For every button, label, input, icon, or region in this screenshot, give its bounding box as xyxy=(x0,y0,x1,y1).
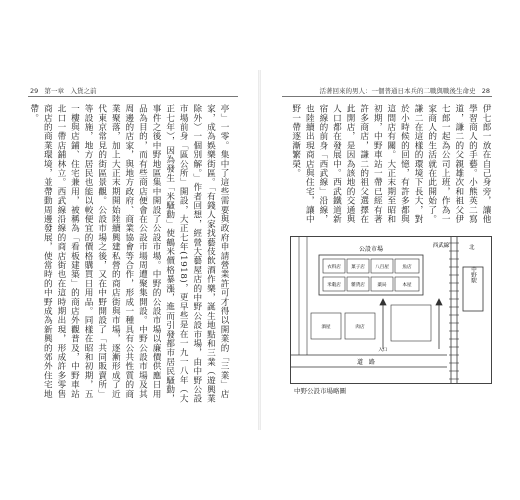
north-label: 北 xyxy=(469,245,475,251)
shop-b-label: 菓子店 xyxy=(351,265,365,270)
shop-d-label: 魚店 xyxy=(402,265,412,270)
shop-e-label: 米穀店 xyxy=(327,283,341,288)
left-page-number: 29 xyxy=(30,87,39,95)
shop-f-label: 雜貨店 xyxy=(351,283,365,288)
shop-j-label: 肉店 xyxy=(355,325,365,330)
map-caption: 中野公設市場略圖 xyxy=(294,387,346,395)
shop-a-label: 衣料店 xyxy=(327,265,341,270)
market-label: 公設市場 xyxy=(358,246,384,253)
shop-c-label: 八百屋 xyxy=(375,265,389,270)
shop-g-label: 薬局 xyxy=(377,283,387,288)
right-header-rule xyxy=(282,96,492,97)
left-header-rule xyxy=(28,96,238,97)
right-body-text: 伊七郎一放在自己身旁，讓他學習商人的手藝。小熊英二寫道，謙二的父親雄次和祖父伊七郎一起為公司上班，作為一家商人的生活就在此開始了。謙二在這樣的環境下長大，對於小時候的回憶，有許多都與這間店有關。大正末期至昭和初期，中野車站一帶已經有著許多商店，謙二的祖父選擇在此開店，是因為該地的交通與人口都在發展中。西武鐵道新宿線的前身「西武線」沿線，也陸續出現商店與住宅，讓中野一帶逐漸繁榮。 xyxy=(290,104,491,224)
road-label: 道 路 xyxy=(356,359,376,366)
market-map-figure xyxy=(291,237,491,383)
shop-i-label: 酒屋 xyxy=(321,325,331,330)
left-page-header xyxy=(30,86,96,95)
left-body-text: 亭」一零。集中了這些需要與政府申請營業許可才得以開業的「三業」店家，成為娛樂街區。「有錢人家找藝伎飲酒作樂，誕生地點和三業（遊興業除外）一個別解。」作者回想，經營大藝屋店的中野公設市場，由中野公設市場前身「區公所」開設，大正七年(1918)，更早些是在一九一八年（大正七年），因為發生「米騷動」使鶴米價格暴漲，進而引發都市居民騷動，事件之後中野地區集中開設了公設市場。中野的公設市場以廉價供應日用品為目的，而有些商店便會在公設市場周遭聚集開設。中野公設市場及其周邊的店家，與地方政府、商業協會等合作，形成一種具有公共性質的商業聚落，加上大正末期開始陸續興建私營的商店街與市場，逐漸形成了近代東京常見的街區景觀。公設市場之後，又在中野開設了「共同販賣所」等設施，地方居民也能以較便宜的價格購買日用品。同樣在昭和初期，五一樓與店鋪、住宅兼用，被稱為「看板建築」的商店外觀普及，中野車站北口一帶店鋪林立。西武線沿線的商店街也在這時期出現，形成許多零售商店的商業環境，並帶動周邊發展，使當時的中野成為新興的郊外住宅地帶。 xyxy=(28,104,229,404)
right-running-head: 活著回來的男人：一個普通日本兵的二戰與戰後生命史 xyxy=(319,87,476,95)
railway-line xyxy=(449,237,459,383)
block-building xyxy=(391,305,431,341)
market-map xyxy=(290,236,492,384)
left-running-head: 第一章 入貨之前 xyxy=(44,87,97,95)
station-label: 中野駅 xyxy=(470,266,476,284)
right-page-header xyxy=(320,86,490,95)
entrance-label: 入口 xyxy=(378,348,388,353)
rail-label: 西武線 xyxy=(432,243,450,249)
shop-h-label: 本屋 xyxy=(402,283,412,288)
right-page-number: 28 xyxy=(481,87,490,95)
right-page xyxy=(260,0,520,500)
